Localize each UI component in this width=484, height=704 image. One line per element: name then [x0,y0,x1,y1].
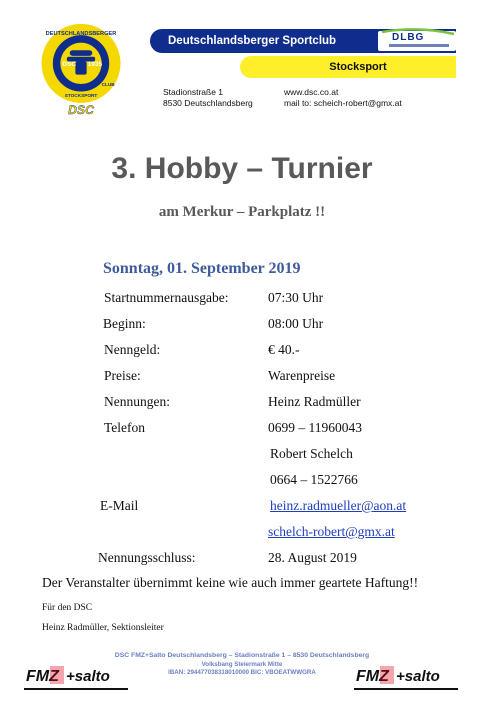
logo-monogram: DSC [68,103,94,116]
detail-value: Warenpreise [268,368,336,383]
address-line: 8530 Deutschlandsberg [163,98,253,108]
detail-label: Preise: [104,368,141,383]
email-label: E-Mail [100,498,139,513]
mail-link[interactable]: mail to: scheich-robert@gmx.at [284,98,402,108]
logo-year: 1935 [87,61,103,69]
club-address [163,87,253,109]
fmz-logo-text: FMZ [356,668,389,685]
detail-value: Heinz Radmüller [268,394,361,409]
footer-rule [354,688,458,690]
logo-arc-text: DEUTSCHLANDSBERGER [45,31,117,38]
logo-club-text: CLUB [101,81,115,87]
footer-address: DSC FMZ+Salto Deutschlandsberg – Stadionstraße 1 – 8530 Deutschlandsberg [114,652,370,659]
club-contact [284,87,402,109]
deadline-label: Nennungsschluss: [98,550,196,565]
detail-value: € 40.- [268,342,300,357]
deadline-value: 28. August 2019 [268,550,357,565]
detail-label: Nenngeld: [104,342,161,357]
detail-label: Telefon [104,420,146,435]
detail-label: Nennungen: [104,394,170,409]
club-name-banner: Deutschlandsberger Sportclub [150,29,456,53]
footer-iban: IBAN: 294477038318010000 BIC: VBOEATWWGRA [168,669,316,676]
footer-rule [24,688,128,690]
footer-bank: Volksbang Steiermark Mitte [201,661,283,668]
detail-value: 08:00 Uhr [268,316,324,331]
detail-label: Startnummernausgabe: [104,290,229,305]
section-banner: Stocksport [240,56,456,78]
detail-value: 0699 – 11960043 [268,420,362,435]
detail-value: Robert Schelch [270,446,353,461]
salto-logo-text: +salto [396,668,440,685]
dsc-club-logo [34,22,128,116]
email-link[interactable]: heinz.radmueller@aon.at [270,498,407,513]
fmz-salto-logo [354,664,458,686]
signature-line: Für den DSC [42,603,93,613]
dlbg-tagline-bar [389,44,449,47]
page-subtitle: am Merkur – Parkplatz !! [158,204,326,220]
event-date: Sonntag, 01. September 2019 [103,260,301,277]
fmz-logo-text: FMZ [26,668,59,685]
logo-bottom-text: STOCKSPORT [64,93,98,99]
detail-value: 0664 – 1522766 [270,472,358,487]
website-link[interactable]: www.dsc.co.at [284,87,339,97]
page-title: 3. Hobby – Turnier [111,152,373,185]
fmz-salto-logo [24,664,128,686]
logo-left-text: DSC [62,61,77,69]
address-line: Stadionstraße 1 [163,87,224,97]
detail-value: 07:30 Uhr [268,290,324,305]
email-link[interactable]: schelch-robert@gmx.at [268,524,395,539]
detail-label: Beginn: [103,316,146,331]
dlbg-logo-text: DLBG [392,32,425,43]
liability-disclaimer: Der Veranstalter übernimmt keine wie auch immer geartete Haftung!! [42,575,419,590]
salto-logo-text: +salto [66,668,110,685]
signature-line: Heinz Radmüller, Sektionsleiter [42,623,164,633]
